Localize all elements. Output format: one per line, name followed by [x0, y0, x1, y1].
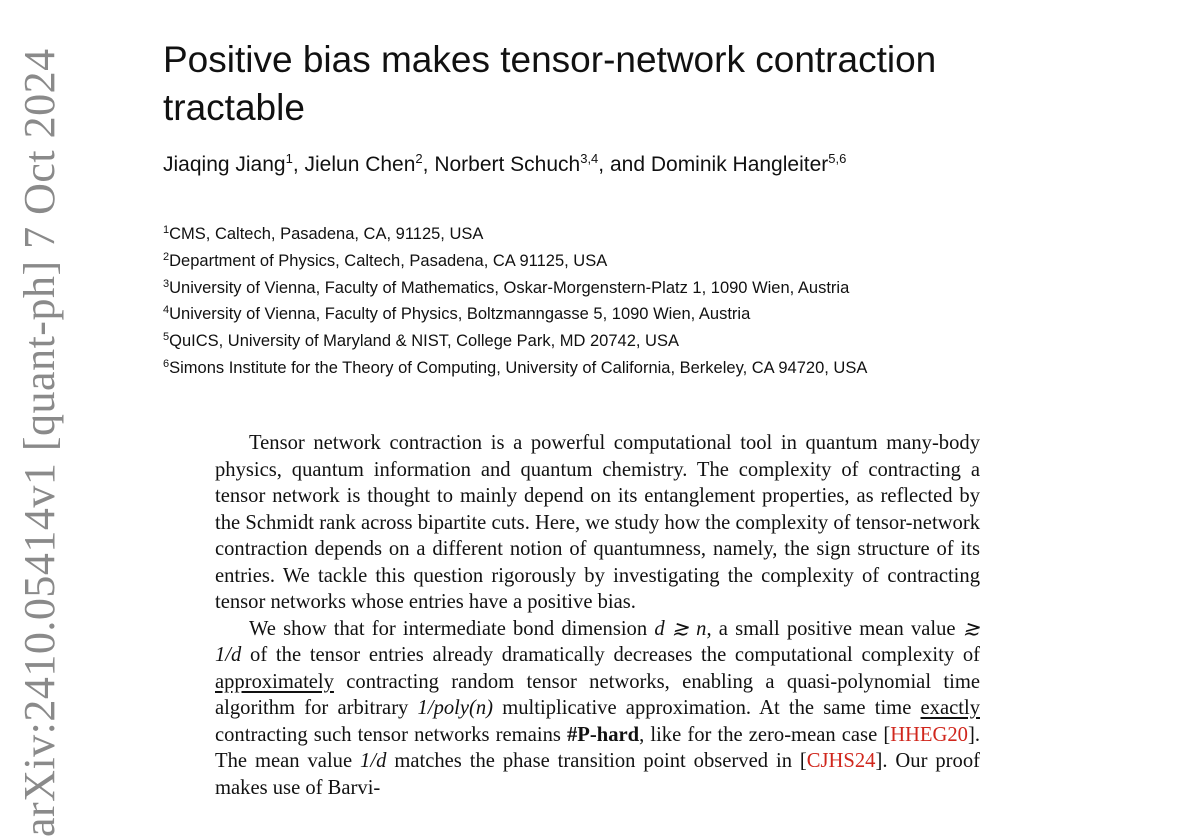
author-name: Dominik Hangleiter [650, 153, 829, 176]
affiliation-text: QuICS, University of Maryland & NIST, College Park, MD 20742, USA [169, 332, 679, 351]
abstract-paragraph-2 [215, 616, 980, 802]
affiliation-text: University of Vienna, Faculty of Mathematics, Oskar-Morgenstern-Platz 1, 1090 Wien, Austria [169, 278, 850, 297]
citation-link[interactable]: CJHS24 [806, 750, 876, 772]
abstract-text: multiplicative approximation. At the same time [493, 697, 921, 719]
affiliation-list [163, 221, 867, 382]
abstract-text: matches the phase transition point observed in [ [386, 750, 807, 772]
affiliation [163, 355, 867, 382]
affiliation-number: 2 [163, 250, 170, 263]
affiliation-number: 5 [163, 331, 170, 344]
abstract-text: contracting such tensor networks remains [215, 723, 567, 746]
author-name: Jielun Chen [304, 153, 416, 176]
affiliation-text: Department of Physics, Caltech, Pasadena, CA 91125, USA [169, 251, 608, 270]
underlined-term: approximately [215, 670, 334, 693]
affiliation [163, 328, 867, 355]
affiliation-number: 6 [163, 357, 170, 370]
abstract-text: , like for the zero-mean case [ [639, 723, 891, 746]
affiliation [163, 248, 867, 275]
author-name: Jiaqing Jiang [163, 153, 286, 176]
affiliation [163, 221, 867, 248]
affiliation-text: University of Vienna, Faculty of Physics, Boltzmanngasse 5, 1090 Wien, Austria [169, 305, 751, 324]
author-affiliation-marker: 3,4 [580, 151, 599, 166]
citation-link[interactable]: HHEG20 [890, 723, 968, 746]
paper-title: Positive bias makes tensor-network contraction tractable [163, 39, 937, 128]
author-name: Norbert Schuch [434, 153, 581, 176]
affiliation [163, 275, 867, 302]
abstract-text: contracting random tensor networks, enabling a quasi-polynomial time algorithm for arbitrary [215, 670, 980, 719]
abstract-text: of the tensor entries already dramatically decreases the computational complexity of [241, 644, 980, 666]
abstract [215, 430, 980, 801]
author-separator: , and [598, 153, 651, 176]
author-affiliation-marker: 5,6 [828, 151, 847, 166]
author-affiliation-marker: 2 [415, 151, 423, 166]
affiliation [163, 301, 867, 328]
abstract-text: , a small positive mean value [706, 617, 963, 640]
affiliation-number: 3 [163, 277, 170, 290]
abstract-paragraph-1: Tensor network contraction is a powerful computational tool in quantum many-body physics, quantum information and quantum chemistry. The complexity of contracting a tensor network is thought to mainly depend on its entanglement properties, as reflected by the Schmidt rank across bipartite cuts. Here, we study how the complexity of tensor-network contraction depends on a different notion of quantumness, namely, the sign structure of its entries. We tackle this question rigorously by investigating the complexity of contracting tensor networks whose entries have a positive bias. [215, 432, 980, 613]
underlined-term: exactly [920, 697, 980, 719]
author-separator: , [292, 153, 305, 176]
math-expression: d ≳ n [654, 617, 707, 640]
author-separator: , [422, 153, 435, 176]
math-expression: 1/poly(n) [417, 697, 494, 719]
math-expression: 1/d [360, 750, 387, 772]
abstract-text: ]. Our proof makes use of Barvi- [215, 750, 980, 799]
affiliation-number: 4 [163, 304, 170, 317]
arxiv-stamp [0, 0, 80, 837]
affiliation-text: CMS, Caltech, Pasadena, CA, 91125, USA [169, 225, 484, 243]
author-affiliation-marker: 1 [285, 151, 293, 166]
author-list [163, 150, 846, 180]
abstract-text: We show that for intermediate bond dimension [249, 617, 655, 640]
affiliation-text: Simons Institute for the Theory of Computing, University of California, Berkeley, CA 94720, USA [169, 358, 868, 377]
arxiv-stamp-text: arXiv:2410.05414v1 [quant-ph] 7 Oct 2024 [15, 48, 64, 837]
math-expression: ≳ 1/d [215, 617, 980, 666]
affiliation-number: 1 [163, 224, 170, 236]
complexity-class: #P-hard [567, 723, 640, 746]
abstract-text: ]. The mean value [215, 723, 980, 772]
